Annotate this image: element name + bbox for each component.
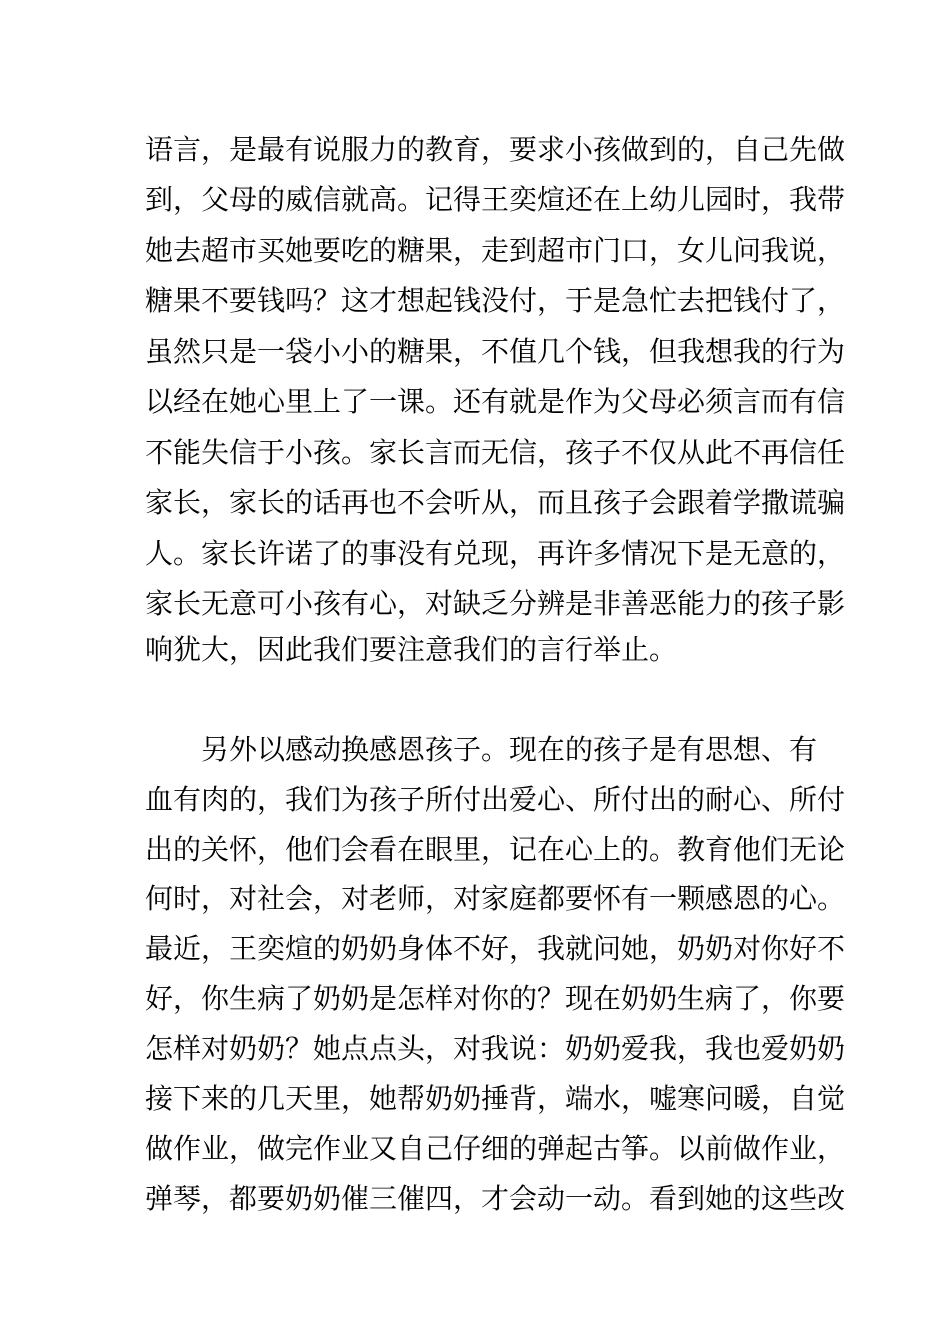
paragraph-1-line: 以经在她心里上了一课。还有就是作为父母必须言而有信 bbox=[145, 385, 846, 418]
paragraph-1-line: 家长，家长的话再也不会听从，而且孩子会跟着学撒谎骗 bbox=[145, 486, 846, 519]
paragraph-2-line: 怎样对奶奶？她点点头，对我说：奶奶爱我，我也爱奶奶 bbox=[145, 1032, 846, 1065]
paragraph-2-line: 弹琴，都要奶奶催三催四，才会动一动。看到她的这些改 bbox=[145, 1182, 846, 1215]
paragraph-1-line: 响犹大，因此我们要注意我们的言行举止。 bbox=[145, 633, 678, 666]
paragraph-1-line: 虽然只是一袋小小的糖果，不值几个钱，但我想我的行为 bbox=[145, 335, 846, 368]
paragraph-2-line: 好，你生病了奶奶是怎样对你的？现在奶奶生病了，你要 bbox=[145, 982, 846, 1015]
paragraph-1-line: 家长无意可小孩有心，对缺乏分辨是非善恶能力的孩子影 bbox=[145, 587, 846, 620]
paragraph-1-line: 到，父母的威信就高。记得王奕煊还在上幼儿园时，我带 bbox=[145, 183, 846, 216]
paragraph-1-line: 语言，是最有说服力的教育，要求小孩做到的，自己先做 bbox=[145, 133, 846, 166]
paragraph-2-line: 何时，对社会，对老师，对家庭都要怀有一颗感恩的心。 bbox=[145, 882, 846, 915]
paragraph-1-line: 她去超市买她要吃的糖果，走到超市门口，女儿问我说， bbox=[145, 234, 846, 267]
paragraph-2-line: 血有肉的，我们为孩子所付出爱心、所付出的耐心、所付 bbox=[145, 783, 846, 816]
paragraph-2-line: 出的关怀，他们会看在眼里，记在心上的。教育他们无论 bbox=[145, 833, 846, 866]
paragraph-2-line: 做作业，做完作业又自己仔细的弹起古筝。以前做作业， bbox=[145, 1132, 846, 1165]
paragraph-1-line: 人。家长许诺了的事没有兑现，再许多情况下是无意的， bbox=[145, 537, 846, 570]
paragraph-1-line: 不能失信于小孩。家长言而无信，孩子不仅从此不再信任 bbox=[145, 436, 846, 469]
paragraph-1-line: 糖果不要钱吗？这才想起钱没付，于是急忙去把钱付了， bbox=[145, 284, 846, 317]
paragraph-2-line: 接下来的几天里，她帮奶奶捶背，端水，嘘寒问暖，自觉 bbox=[145, 1082, 846, 1115]
paragraph-2-line: 另外以感动换感恩孩子。现在的孩子是有思想、有 bbox=[201, 733, 818, 766]
paragraph-2-line: 最近，王奕煊的奶奶身体不好，我就问她，奶奶对你好不 bbox=[145, 932, 846, 965]
